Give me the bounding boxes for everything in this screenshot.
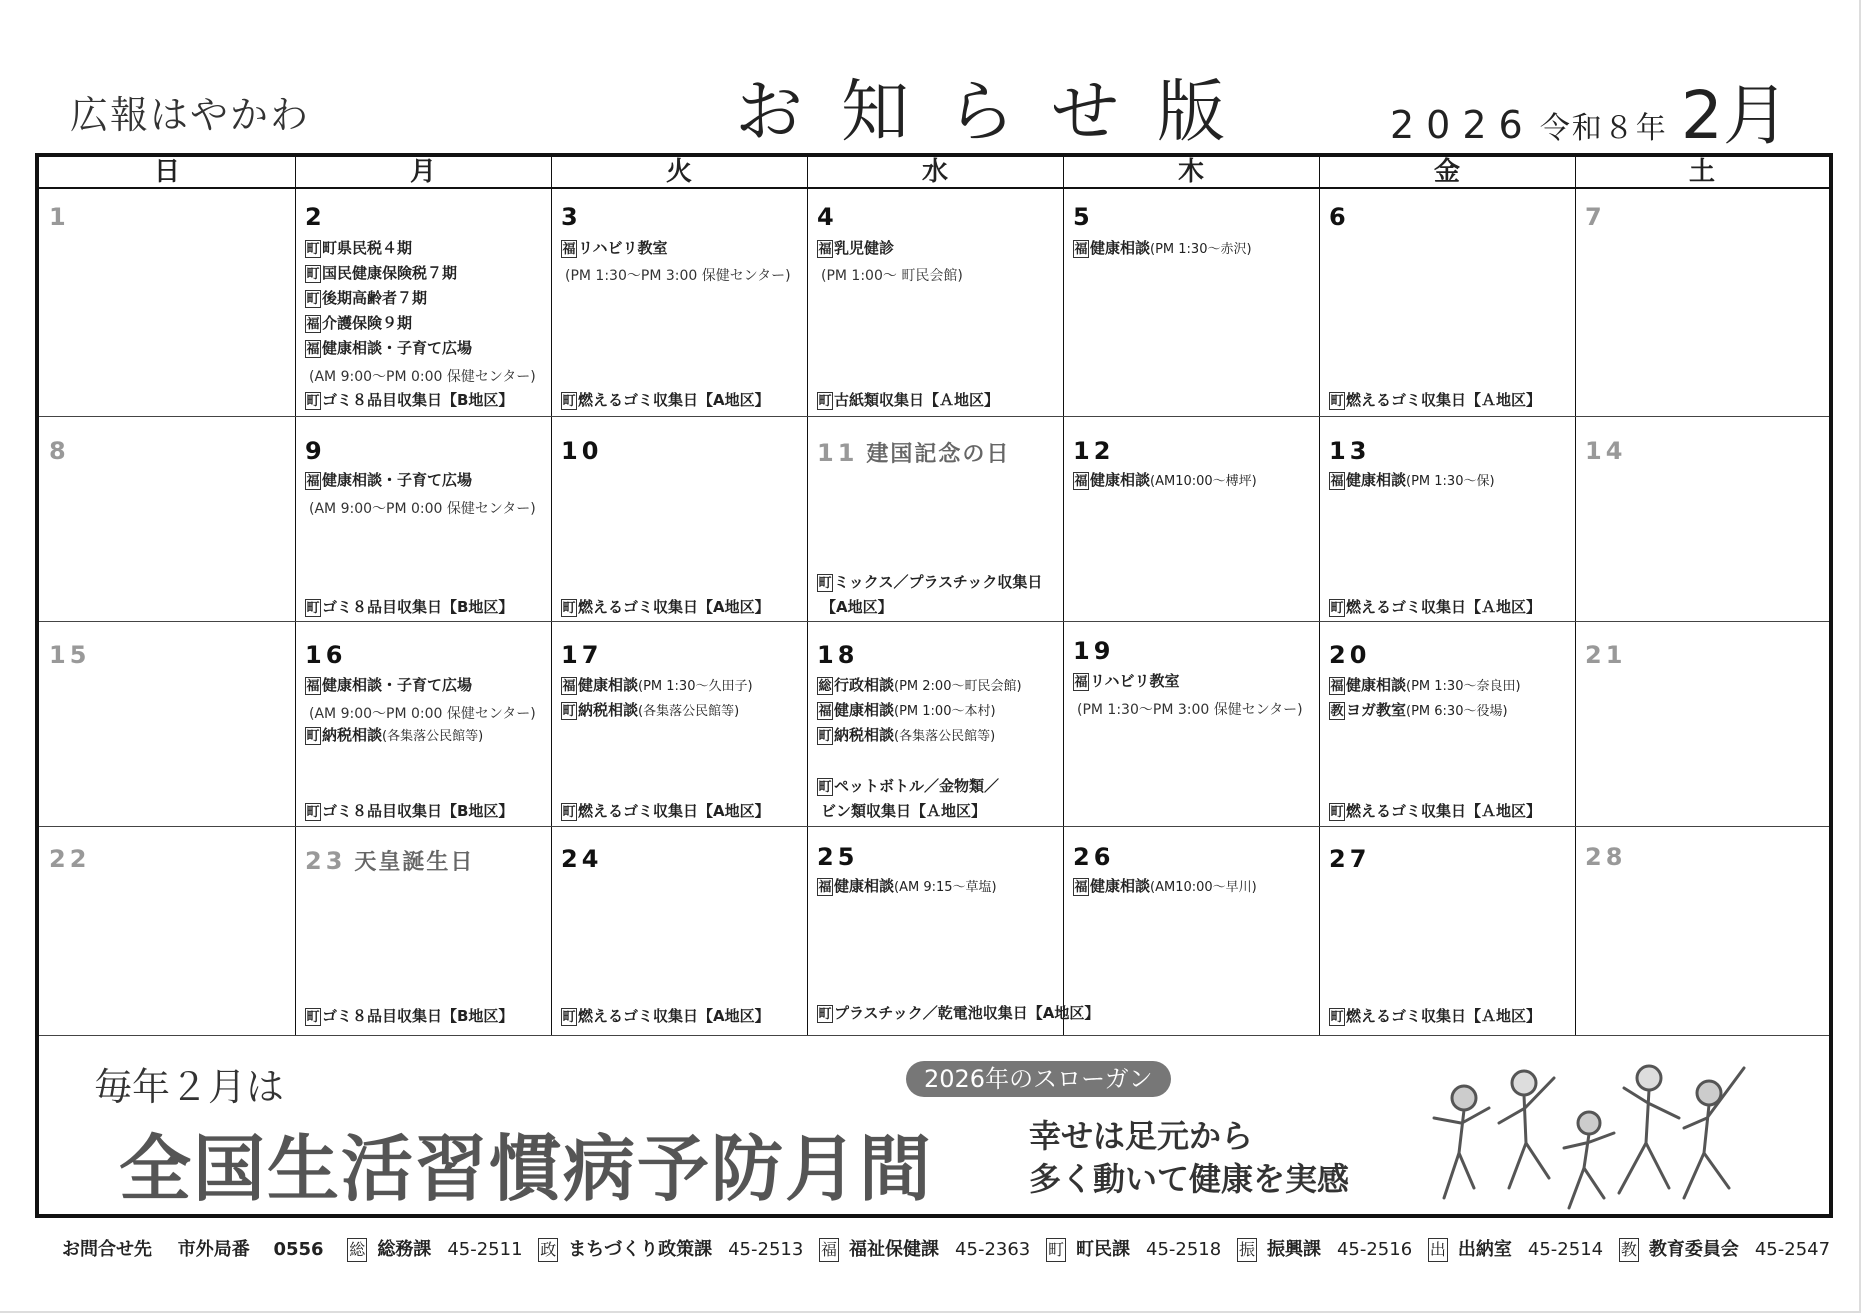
event-label: 健康相談 — [1090, 239, 1151, 257]
event-label: 納税相談 — [834, 726, 895, 744]
event-note: (AM10:00～榑坪) — [1150, 474, 1257, 489]
day-number: 26 — [1073, 843, 1115, 871]
category-tag: 町 — [562, 703, 576, 719]
event-item-cont: ビン類収集日【Ａ地区】 — [821, 802, 987, 820]
event-item — [305, 1007, 513, 1026]
day-number: 3 — [561, 203, 582, 231]
category-tag: 町 — [306, 1009, 320, 1025]
day-number: 8 — [49, 437, 70, 465]
event-item — [1073, 672, 1180, 691]
day-number: 9 — [305, 437, 326, 465]
grid-line — [295, 157, 296, 1035]
category-tag: 町 — [306, 291, 320, 307]
category-tag: 福 — [1074, 241, 1088, 257]
event-item — [1329, 701, 1508, 721]
event-item — [1329, 598, 1541, 617]
month: 2月 — [1680, 77, 1789, 154]
day-number-holiday — [305, 845, 474, 876]
event-label: ゴミ８品目収集日【B地区】 — [322, 598, 514, 616]
category-tag: 町 — [306, 266, 320, 282]
event-note: (AM 9:00～PM 0:00 保健センター) — [309, 369, 536, 385]
day-number: 15 — [49, 641, 91, 669]
event-note: (PM 1:30～奈良田) — [1406, 679, 1521, 694]
page-title: お知らせ版 — [735, 73, 1263, 152]
event-label: 健康相談 — [1346, 676, 1407, 694]
slogan-badge: 2026年のスローガン — [906, 1061, 1171, 1097]
dept-phone: 45-2547 — [1754, 1239, 1831, 1260]
weekday-tue: 火 — [665, 157, 692, 187]
category-tag: 町 — [1330, 600, 1344, 616]
event-label: プラスチック／乾電池収集日【A地区】 — [834, 1004, 1100, 1022]
category-tag: 福 — [1074, 473, 1088, 489]
banner-headline: 全国生活習慣病予防月間 — [119, 1127, 934, 1211]
event-item — [305, 391, 513, 410]
category-tag: 政 — [538, 1238, 558, 1262]
day-number: 7 — [1585, 203, 1606, 231]
event-label: 健康相談 — [834, 701, 895, 719]
contact-label: お問合せ先 — [62, 1239, 152, 1260]
event-item — [1329, 676, 1521, 696]
category-tag: 町 — [818, 728, 832, 744]
day-number: 21 — [1585, 641, 1627, 669]
event-item — [561, 802, 770, 821]
day-number: 19 — [1073, 637, 1115, 665]
category-tag: 町 — [818, 779, 832, 795]
event-item — [1073, 877, 1257, 897]
event-note: (PM 1:30～PM 3:00 保健センター) — [565, 268, 791, 284]
category-tag: 福 — [1074, 674, 1088, 690]
event-label: 健康相談・子育て広場 — [322, 471, 473, 489]
category-tag: 教 — [1619, 1238, 1639, 1262]
event-item — [305, 802, 513, 821]
category-tag: 町 — [306, 393, 320, 409]
category-tag: 教 — [1330, 703, 1344, 719]
event-label: 古紙類収集日【Ａ地区】 — [834, 391, 1000, 409]
category-tag: 出 — [1428, 1238, 1448, 1262]
event-note: (PM 6:30～役場) — [1406, 704, 1508, 719]
dept-name: 出納室 — [1457, 1239, 1512, 1260]
event-label: 健康相談・子育て広場 — [322, 339, 473, 357]
event-note: (AM 9:15～草塩) — [894, 880, 997, 895]
day-number: 27 — [1329, 845, 1371, 873]
day-number: 5 — [1073, 203, 1094, 231]
calendar-frame — [35, 153, 1833, 1218]
grid-line — [807, 157, 808, 1035]
event-item — [305, 598, 513, 617]
dept-phone: 45-2511 — [447, 1239, 523, 1260]
day-number-holiday — [817, 437, 1010, 468]
weekday-thu: 木 — [1177, 157, 1204, 187]
dept-name: まちづくり政策課 — [568, 1239, 713, 1260]
category-tag: 総 — [818, 678, 832, 694]
event-label: 後期高齢者７期 — [322, 289, 428, 307]
event-item — [817, 777, 999, 796]
event-item — [305, 339, 472, 358]
event-label: ヨガ教室 — [1346, 701, 1407, 719]
event-item — [817, 1004, 1099, 1023]
event-item — [561, 598, 770, 617]
health-month-banner — [39, 1035, 1829, 1219]
dept-name: 福祉保健課 — [849, 1239, 940, 1260]
day-number: 6 — [1329, 203, 1350, 231]
category-tag: 福 — [306, 316, 320, 332]
day-number: 13 — [1329, 437, 1371, 465]
event-note: (各集落公民館等) — [894, 729, 996, 744]
event-label: 燃えるゴミ収集日【Ａ地区】 — [1346, 391, 1542, 409]
event-item — [561, 391, 770, 410]
category-tag: 町 — [818, 393, 832, 409]
grid-line — [1319, 157, 1320, 1035]
event-label: ゴミ８品目収集日【B地区】 — [322, 391, 514, 409]
event-item — [561, 701, 739, 721]
dept-phone: 45-2516 — [1336, 1239, 1413, 1260]
event-note: (PM 1:30～PM 3:00 保健センター) — [1077, 702, 1303, 718]
category-tag: 町 — [1330, 393, 1344, 409]
event-label: 燃えるゴミ収集日【A地区】 — [578, 1007, 770, 1025]
category-tag: 福 — [562, 241, 576, 257]
category-tag: 福 — [306, 341, 320, 357]
day-number: 22 — [49, 845, 91, 873]
event-note: (PM 2:00～町民会館) — [894, 679, 1022, 694]
category-tag: 福 — [306, 473, 320, 489]
event-label: ゴミ８品目収集日【B地区】 — [322, 1007, 514, 1025]
day-number: 12 — [1073, 437, 1115, 465]
jumping-people-illustration — [1414, 1048, 1784, 1218]
event-item — [817, 701, 996, 721]
event-label: 健康相談 — [1090, 471, 1151, 489]
event-note: (AM 9:00～PM 0:00 保健センター) — [309, 501, 536, 517]
event-item — [305, 289, 427, 308]
day-number: 18 — [817, 641, 859, 669]
grid-line — [39, 621, 1829, 622]
dept-name: 総務課 — [377, 1239, 432, 1260]
dept-phone: 45-2363 — [955, 1239, 1031, 1260]
grid-line — [551, 157, 552, 1035]
day-number: 25 — [817, 843, 859, 871]
banner-intro: 毎年２月は — [94, 1065, 285, 1109]
category-tag: 町 — [1330, 804, 1344, 820]
area-code: 0556 — [273, 1239, 324, 1260]
event-label: 国民健康保険税７期 — [322, 264, 458, 282]
category-tag: 町 — [306, 241, 320, 257]
holiday-name: 建国記念の日 — [866, 442, 1011, 467]
event-item — [1329, 802, 1541, 821]
event-label: ミックス／プラスチック収集日 — [834, 573, 1043, 591]
slogan-line-2: 多く動いて健康を実感 — [1029, 1160, 1350, 1198]
slogan-line-1: 幸せは足元から — [1029, 1117, 1254, 1155]
event-label: 健康相談・子育て広場 — [322, 676, 473, 694]
category-tag: 町 — [1046, 1238, 1066, 1262]
category-tag: 町 — [818, 1006, 832, 1022]
event-item — [817, 726, 995, 746]
event-note: (PM 1:30～赤沢) — [1150, 242, 1252, 257]
grid-line — [39, 416, 1829, 417]
event-item — [305, 726, 483, 746]
event-label: リハビリ教室 — [1090, 672, 1180, 690]
event-item — [561, 676, 753, 696]
weekday-header-row — [39, 157, 1829, 189]
dept-name: 振興課 — [1266, 1239, 1321, 1260]
event-item — [817, 573, 1042, 592]
category-tag: 福 — [1074, 879, 1088, 895]
event-item — [817, 676, 1022, 696]
weekday-mon: 月 — [409, 157, 436, 187]
category-tag: 町 — [562, 1009, 576, 1025]
event-label: 健康相談 — [834, 877, 895, 895]
era-year: 令和８年 — [1539, 111, 1668, 146]
event-item — [305, 676, 472, 695]
category-tag: 町 — [306, 600, 320, 616]
category-tag: 町 — [306, 804, 320, 820]
category-tag: 福 — [818, 879, 832, 895]
category-tag: 町 — [306, 728, 320, 744]
category-tag: 振 — [1237, 1238, 1257, 1262]
grid-line — [39, 826, 1829, 827]
day-number: 11 — [817, 439, 859, 467]
event-label: 納税相談 — [578, 701, 639, 719]
event-label: 健康相談 — [1346, 471, 1407, 489]
event-note: (PM 1:00～ 町民会館) — [821, 268, 963, 284]
event-item — [1329, 471, 1495, 491]
category-tag: 総 — [347, 1238, 367, 1262]
day-number: 20 — [1329, 641, 1371, 669]
event-label: 行政相談 — [834, 676, 895, 694]
dept-phone: 45-2513 — [728, 1239, 804, 1260]
weekday-wed: 水 — [921, 157, 948, 187]
event-item — [561, 239, 668, 258]
date-heading — [1390, 62, 1789, 157]
day-number: 4 — [817, 203, 838, 231]
category-tag: 福 — [562, 678, 576, 694]
dept-phone: 45-2514 — [1527, 1239, 1604, 1260]
holiday-name: 天皇誕生日 — [354, 850, 475, 875]
category-tag: 福 — [306, 678, 320, 694]
day-number: 16 — [305, 641, 347, 669]
dept-name: 町民課 — [1076, 1239, 1130, 1260]
event-item — [817, 239, 894, 258]
day-number: 24 — [561, 845, 603, 873]
event-note: (AM 9:00～PM 0:00 保健センター) — [309, 706, 536, 722]
category-tag: 福 — [818, 241, 832, 257]
event-item — [817, 877, 997, 897]
event-label: 健康相談 — [1090, 877, 1151, 895]
event-label: 納税相談 — [322, 726, 383, 744]
grid-line — [1575, 157, 1576, 1035]
event-item — [817, 391, 999, 410]
grid-line — [1063, 157, 1064, 1035]
event-note: (PM 1:30～保) — [1406, 474, 1495, 489]
calendar-grid — [39, 157, 1829, 1035]
event-item — [1073, 239, 1252, 259]
event-note: (PM 1:30～久田子) — [638, 679, 753, 694]
event-item — [305, 239, 412, 258]
day-number: 14 — [1585, 437, 1627, 465]
day-number: 1 — [49, 203, 70, 231]
category-tag: 福 — [1330, 678, 1344, 694]
day-number: 28 — [1585, 843, 1627, 871]
event-item — [305, 471, 472, 490]
event-label: 介護保険９期 — [322, 314, 413, 332]
event-label: 健康相談 — [578, 676, 639, 694]
event-label: 燃えるゴミ収集日【A地区】 — [578, 391, 770, 409]
event-label: 燃えるゴミ収集日【Ａ地区】 — [1346, 802, 1542, 820]
event-item — [1329, 1007, 1541, 1026]
event-label: ペットボトル／金物類／ — [834, 777, 1000, 795]
day-number: 2 — [305, 203, 326, 231]
category-tag: 町 — [562, 393, 576, 409]
year: 2026 — [1390, 103, 1535, 147]
category-tag: 福 — [1330, 473, 1344, 489]
event-label: 燃えるゴミ収集日【A地区】 — [578, 802, 770, 820]
event-note: (AM10:00～早川) — [1150, 880, 1257, 895]
category-tag: 町 — [1330, 1009, 1344, 1025]
weekday-sat: 土 — [1688, 157, 1715, 187]
event-label: 燃えるゴミ収集日【A地区】 — [578, 598, 770, 616]
event-item-cont: 【A地区】 — [821, 598, 893, 616]
event-item — [1329, 391, 1541, 410]
event-note: (PM 1:00～本村) — [894, 704, 996, 719]
event-label: 燃えるゴミ収集日【Ａ地区】 — [1346, 598, 1542, 616]
category-tag: 町 — [818, 575, 832, 591]
category-tag: 福 — [818, 703, 832, 719]
day-number: 10 — [561, 437, 603, 465]
event-label: リハビリ教室 — [578, 239, 668, 257]
event-label: 町県民税４期 — [322, 239, 413, 257]
event-label: ゴミ８品目収集日【B地区】 — [322, 802, 514, 820]
event-item — [1073, 471, 1257, 491]
category-tag: 町 — [562, 600, 576, 616]
weekday-sun: 日 — [153, 157, 180, 187]
dept-name: 教育委員会 — [1648, 1239, 1739, 1260]
category-tag: 町 — [562, 804, 576, 820]
event-label: 燃えるゴミ収集日【Ａ地区】 — [1346, 1007, 1542, 1025]
weekday-fri: 金 — [1433, 157, 1460, 187]
event-item — [305, 314, 412, 333]
dept-phone: 45-2518 — [1146, 1239, 1222, 1260]
event-item — [305, 264, 457, 283]
publication-name: 広報はやかわ — [70, 93, 311, 137]
event-note: (各集落公民館等) — [638, 704, 740, 719]
area-code-label: 市外局番 — [177, 1239, 250, 1260]
contact-footer — [62, 1235, 1840, 1262]
event-note: (各集落公民館等) — [382, 729, 484, 744]
day-number: 23 — [305, 847, 347, 875]
day-number: 17 — [561, 641, 603, 669]
event-label: 乳児健診 — [834, 239, 895, 257]
category-tag: 福 — [819, 1238, 839, 1262]
event-item — [561, 1007, 770, 1026]
